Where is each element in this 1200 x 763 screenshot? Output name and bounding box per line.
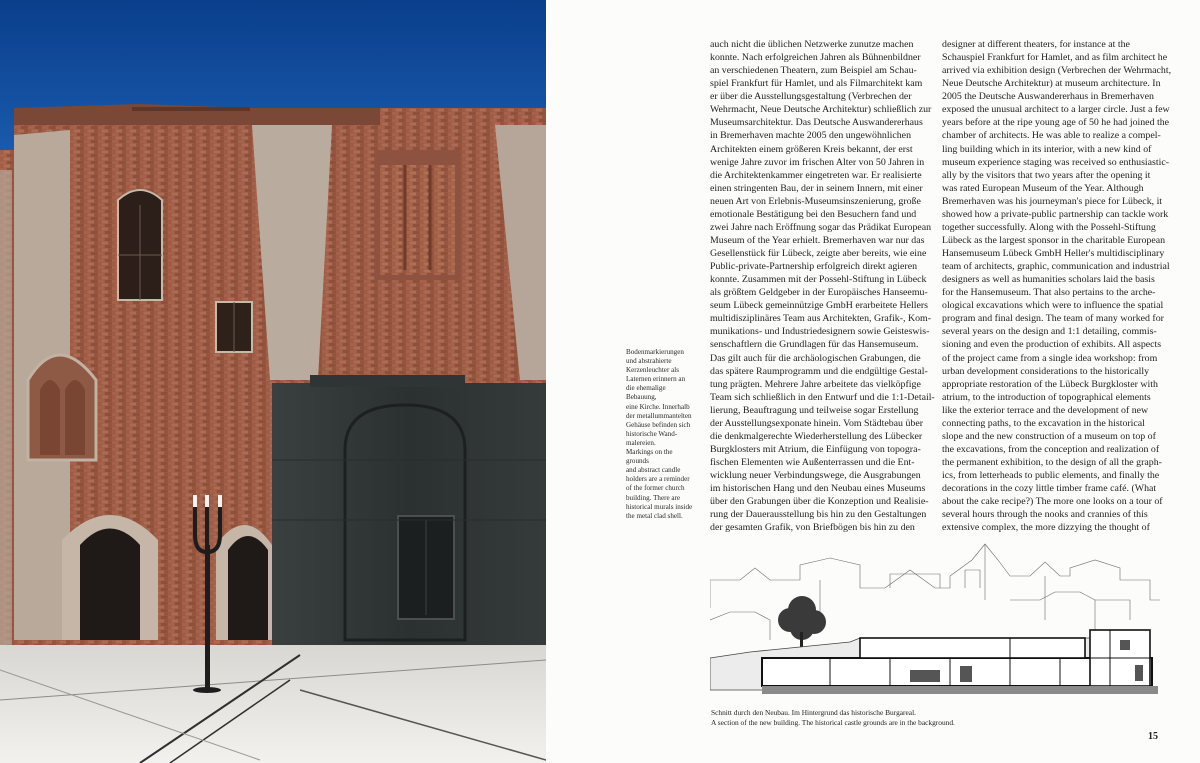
text-line: arrived via exhibition design (Verbrechen der Wehrmacht,	[942, 65, 1172, 77]
text-line: of the project came from a single idea workshop: from	[942, 352, 1158, 364]
text-line: Public-private-Partnership erfolgreich direkt agieren	[710, 261, 918, 273]
text-line: urban development considerations to the historically	[942, 365, 1150, 377]
text-line: Bremerhaven was his journeyman's piece for Lübeck, it	[942, 195, 1163, 207]
text-line: ics, from letterheads to public elements, and finally the	[942, 470, 1160, 482]
text-line: together successfully. Along with the Possehl-Stiftung	[942, 221, 1156, 233]
text-line: konnte. Zusammen mit der Possehl-Stiftung in Lübeck	[710, 274, 927, 286]
text-line: like the exterior terrace and the development of new	[942, 404, 1149, 416]
text-line: sioning and even the production of exhibits. All aspects	[942, 339, 1162, 351]
text-line: ally by the visitors that two years after the opening it	[942, 169, 1151, 181]
text-line: über den Grabungen über die Konzeption und Realisie-	[710, 496, 929, 508]
text-line: Museumsarchitektur. Das Deutsche Auswandererhaus	[710, 117, 923, 129]
text-line: senschaftlern die Grundlagen für das Hansemuseum.	[710, 339, 919, 351]
building-photo	[0, 0, 546, 763]
text-line: designer at different theaters, for instance at the	[942, 39, 1130, 50]
text-line: das spätere Raumprogramm und die endgültige Gestal-	[710, 365, 928, 377]
text-line: years before at the ripe young age of 50 he had joined the	[942, 117, 1170, 129]
text-line: atrium, to the introduction of topographical elements	[942, 391, 1151, 403]
text-line: Schauspiel Frankfurt for Hamlet, and as film architect he	[942, 52, 1168, 64]
text-line: connecting paths, to the excavation in the historical	[942, 417, 1145, 429]
page-number: 15	[1148, 731, 1158, 742]
text-line: konnte. Nach erfolgreichen Jahren als Bühnenbildner	[710, 52, 921, 64]
text-line: wicklung neuer Verbindungswege, die Ausgrabungen	[710, 470, 921, 482]
text-line: Gesellenstück für Lübeck, zeigte aber bereits, wie eine	[710, 248, 927, 259]
text-line: auch nicht die üblichen Netzwerke zunutze machen	[710, 39, 914, 50]
text-line: chamber of architects. He was able to realize a compel-	[942, 130, 1161, 142]
text-line: rung der Dauerausstellung bis hin zu den Gestaltungen	[710, 509, 927, 521]
text-line: Burgklosters mit Atrium, die Einfügung von topogra-	[710, 443, 921, 455]
text-line: wenige Jahre zuvor im frischen Alter von 50 Jahren in	[710, 156, 925, 168]
side-caption-de: Bodenmarkierungen und abstrahierte Kerzenleuchter als Laternen erinnern an die ehemalige Bebauung, eine Kirche. Innerhalb der metallummantelten Gehäuse befinden sich historische Wand- malereien.	[626, 348, 692, 447]
drawing-caption	[711, 708, 1131, 728]
text-line: Das gilt auch für die archäologischen Grabungen, die	[710, 352, 921, 364]
text-line: fischen Elementen wie Außenterrassen und die Ent-	[710, 457, 915, 468]
text-line: spiel Frankfurt für Hamlet, und als Filmarchitekt kam	[710, 78, 923, 90]
text-line: 2005 the Deutsche Auswandererhaus in Bremerhaven	[942, 91, 1154, 103]
text-line: tung prägten. Mehrere Jahre arbeitete das vielköpfige	[710, 378, 921, 390]
text-line: neuen Art von Erlebnis-Museumsinszenierung, große	[710, 195, 921, 207]
text-line: Team sich schließlich in den Entwurf und die 1:1-Detail-	[710, 391, 935, 403]
text-line: multidisziplinäres Team aus Architekten, Grafik-, Kom-	[710, 313, 931, 325]
text-line: munikations- und Industriedesignern sowie Geisteswis-	[710, 326, 930, 338]
text-line: for the Hansemuseum. That also pertains to the arche-	[942, 287, 1156, 299]
text-line: die denkmalgerechte Wiederherstellung des Lübecker	[710, 430, 923, 442]
text-line: seum Lübeck gemeinnützige GmbH erarbeitete Hellers	[710, 300, 928, 312]
side-caption-en: Markings on the grounds and abstract candle holders are a reminder of the former church building. There are historical murals inside the metal clad shell.	[626, 448, 693, 520]
text-line: Architekten einem größeren Kreis bekannt, der erst	[710, 143, 913, 155]
text-line: an verschiedenen Theatern, zum Beispiel am Schau-	[710, 65, 917, 77]
text-line: der gesamten Grafik, von Briefbögen bis hin zu den	[710, 522, 915, 534]
text-line: im historischen Hang und den Neubau eines Museums	[710, 483, 926, 495]
text-line: einen stringenten Bau, der in seinem Innern, mit einer	[710, 182, 923, 194]
text-line: extensive complex, the more dizzying the thought of	[942, 522, 1150, 534]
drawing-caption-de: Schnitt durch den Neubau. Im Hintergrund das historische Burgareal.	[711, 708, 916, 717]
text-line: zwei Jahre nach Eröffnung sogar das Prädikat European	[710, 221, 932, 233]
text-line: Wehrmacht, Neue Deutsche Architektur) schließlich zur	[710, 104, 932, 116]
text-line: exposed the unusual architect to a larger circle. Just a few	[942, 104, 1170, 116]
text-line: als größtem Geldgeber in der Europäisches Hanseemu-	[710, 287, 928, 299]
text-line: was rated European Museum of the Year. Although	[942, 182, 1144, 194]
text-line: ological excavations which were to influence the spatial	[942, 300, 1164, 312]
text-line: appropriate restoration of the Lübeck Burgkloster with	[942, 378, 1158, 390]
text-line: several hours through the nooks and crannies of this	[942, 509, 1148, 521]
text-line: several years on the design and 1:1 detailing, commis-	[942, 326, 1157, 338]
text-line: emotionale Bestätigung bei den Besuchern fand und	[710, 208, 917, 220]
text-line: showed how a private-public partnership can tackle work	[942, 208, 1169, 220]
text-line: team of architects, graphic, communication and industrial	[942, 261, 1170, 273]
text-line: about the cake recipe?) The more one looks on a tour of	[942, 496, 1163, 508]
text-line: ling building which in its interior, with a new kind of	[942, 143, 1152, 155]
english-text-column	[942, 38, 1172, 534]
side-caption	[626, 348, 694, 521]
text-line: Lübeck as the largest sponsor in the charitable European	[942, 234, 1166, 246]
text-line: slope and the new construction of a museum on top of	[942, 430, 1156, 442]
text-line: in Bremerhaven machte 2005 den ungewöhnlichen	[710, 130, 912, 142]
text-line: designers as well as humanities scholars laid the basis	[942, 274, 1155, 286]
text-line: Hansemuseum Lübeck GmbH Heller's multidisciplinary	[942, 248, 1165, 259]
text-line: the excavations, from the conception and realization of	[942, 443, 1160, 455]
text-line: Neue Deutsche Architektur) at museum architecture. In	[942, 78, 1161, 90]
text-line: decorations in the cozy little timber frame café. (What	[942, 483, 1157, 495]
drawing-caption-en: A section of the new building. The historical castle grounds are in the background.	[711, 718, 955, 727]
text-line: der Ausstellungsexponate hinein. Vom Städtebau über	[710, 417, 924, 429]
text-line: die Architektenkammer eingetreten war. Er realisierte	[710, 169, 922, 181]
text-line: museum experience staging was received so enthusiastic-	[942, 156, 1170, 168]
german-text-column	[710, 38, 935, 534]
text-line: program and final design. The team of many worked for	[942, 313, 1164, 325]
text-line: Museum of the Year erhielt. Bremerhaven war nur das	[710, 234, 925, 246]
text-line: the permanent exhibition, to the design of all the graph-	[942, 457, 1162, 468]
text-line: lierung, Beauftragung und teilweise sogar Erstellung	[710, 404, 919, 416]
text-line: er über die Ausstellungsgestaltung (Verbrechen der	[710, 91, 912, 103]
section-drawing	[710, 540, 1160, 698]
